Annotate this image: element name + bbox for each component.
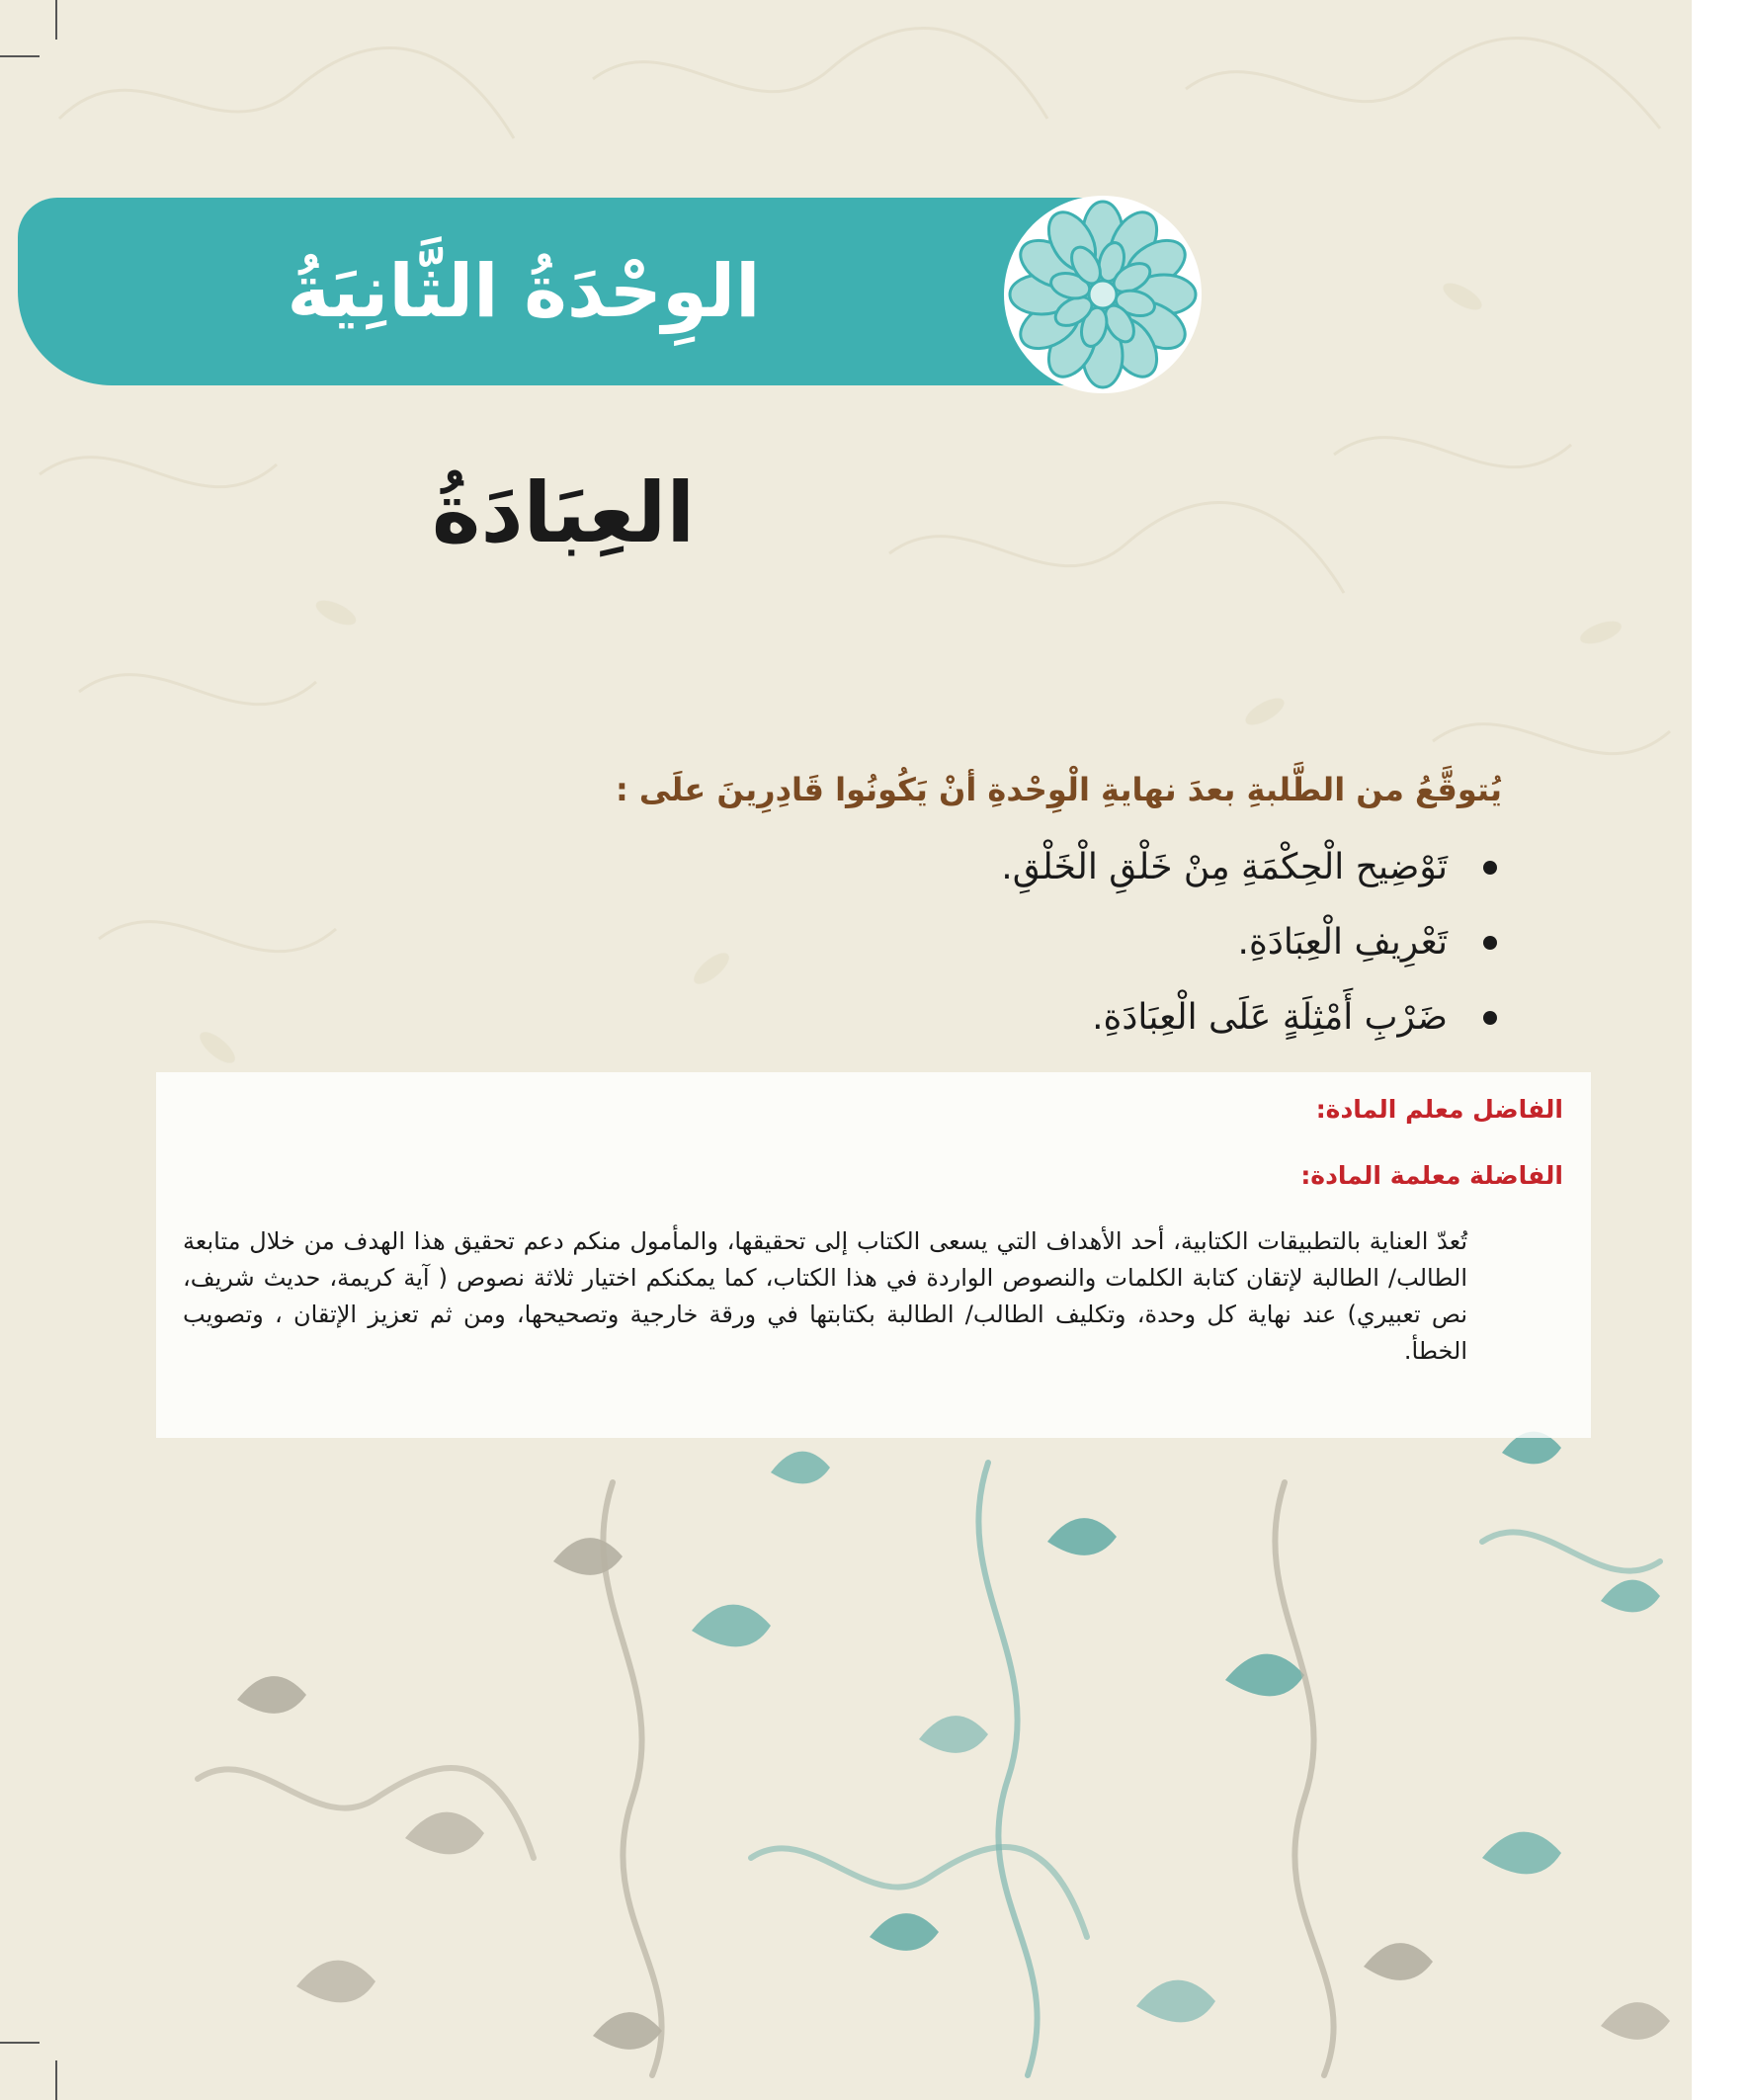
crop-mark: [55, 0, 57, 40]
objectives-intro: يُتوقَّعُ من الطَّلبةِ بعدَ نهايةِ الْوِحْدةِ أنْ يَكُونُوا قَادِرِينَ علَى :: [615, 771, 1502, 808]
objective-item: ضَرْبِ أَمْثِلَةٍ عَلَى الْعِبَادَةِ.: [553, 980, 1448, 1055]
teacher-label-female: الفاضلة معلمة المادة:: [1300, 1161, 1563, 1190]
lesson-title: العِبَادَةُ: [431, 464, 696, 561]
objectives-section: [553, 771, 1502, 1055]
crop-mark: [0, 2042, 40, 2044]
teacher-label-male: الفاضل معلم المادة:: [1315, 1095, 1563, 1124]
bullet-icon: [1483, 936, 1497, 950]
crop-mark: [0, 55, 40, 57]
rosette-icon: [998, 190, 1208, 399]
bullet-icon: [1483, 1011, 1497, 1025]
objectives-list: [553, 830, 1502, 1055]
unit-title: الوِحْدَةُ الثَّانِيَةُ: [287, 249, 761, 334]
crop-mark: [55, 2060, 57, 2100]
objective-item: تَعْرِيفِ الْعِبَادَةِ.: [553, 905, 1448, 980]
teacher-note-text: تُعدّ العناية بالتطبيقات الكتابية، أحد الأهداف التي يسعى الكتاب إلى تحقيقها، والمأمول منكم دعم تحقيق هذا الهدف من خلال متابعة الطالب/ الطالبة لإتقان كتابة الكلمات والنصوص الواردة في هذا الكتاب، كما يمكنكم اختيار ثلاثة نصوص ( آية كريمة، حديث شريف، نص تعبيري) عند نهاية كل وحدة، وتكليف الطالب/ الطالبة بكتابتها في ورقة خارجية وتصحيحها، ومن ثم تعزيز الإتقان ، وتصويب الخطأ.: [183, 1227, 1467, 1365]
bullet-icon: [1483, 861, 1497, 875]
objective-item: تَوْضِيح الْحِكْمَةِ مِنْ خَلْقِ الْخَلْقِ.: [553, 830, 1448, 905]
